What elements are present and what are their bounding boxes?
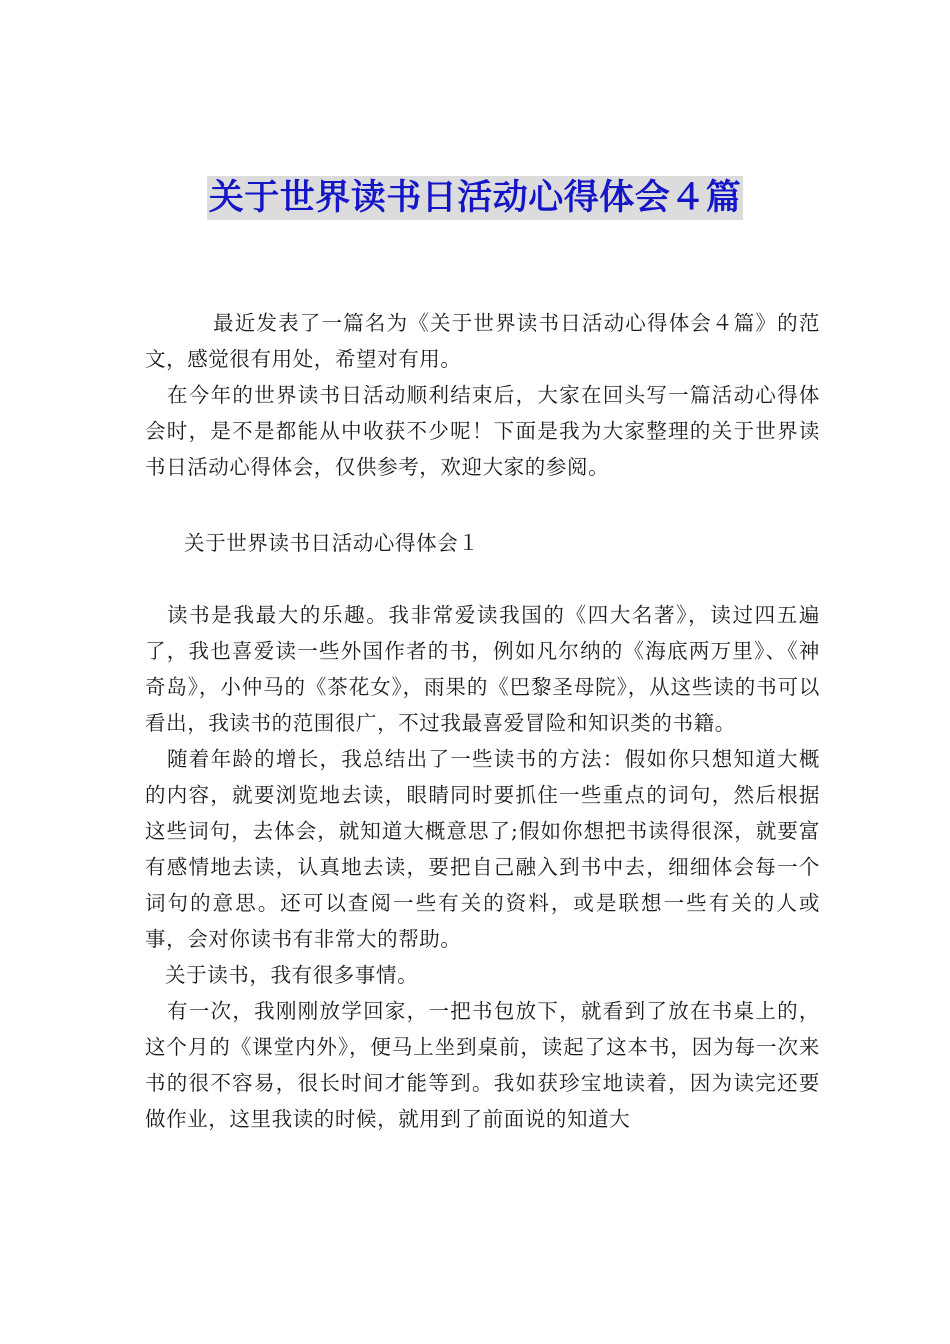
body-paragraph: 有一次，我刚刚放学回家，一把书包放下，就看到了放在书桌上的，这个月的《课堂内外》，便马上坐到桌前，读起了这本书，因为每一次来书的很不容易，很长时间才能等到。我如获珍宝地读着，因为读完还要做作业，这里我读的时候，就用到了前面说的知道大 xyxy=(145,999,820,1131)
section-heading: 关于世界读书日活动心得体会１ xyxy=(184,531,480,555)
intro-paragraph: 在今年的世界读书日活动顺利结束后，大家在回头写一篇活动心得体会时，是不是都能从中收获不少呢！下面是我为大家整理的关于世界读书日活动心得体会，仅供参考，欢迎大家的参阅。 xyxy=(145,383,820,479)
title-container xyxy=(0,176,950,220)
intro-paragraph: 最近发表了一篇名为《关于世界读书日活动心得体会４篇》的范文，感觉很有用处，希望对有用。 xyxy=(145,311,820,371)
main-section xyxy=(145,597,820,1137)
body-paragraph: 随着年龄的增长，我总结出了一些读书的方法：假如你只想知道大概的内容，就要浏览地去读，眼睛同时要抓住一些重点的词句，然后根据这些词句，去体会，就知道大概意思了;假如你想把书读得很深，就要富有感情地去读，认真地去读，要把自己融入到书中去，细细体会每一个词句的意思。还可以查阅一些有关的资料，或是联想一些有关的人或事，会对你读书有非常大的帮助。 xyxy=(145,747,820,951)
body-paragraph: 读书是我最大的乐趣。我非常爱读我国的《四大名著》，读过四五遍了，我也喜爱读一些外国作者的书，例如凡尔纳的《海底两万里》、《神奇岛》，小仲马的《茶花女》，雨果的《巴黎圣母院》，从这些读的书可以看出，我读书的范围很广，不过我最喜爱冒险和知识类的书籍。 xyxy=(145,603,820,735)
document-title: 关于世界读书日活动心得体会４篇 xyxy=(208,178,742,218)
intro-section xyxy=(145,305,820,485)
body-paragraph: 关于读书，我有很多事情。 xyxy=(165,963,419,987)
